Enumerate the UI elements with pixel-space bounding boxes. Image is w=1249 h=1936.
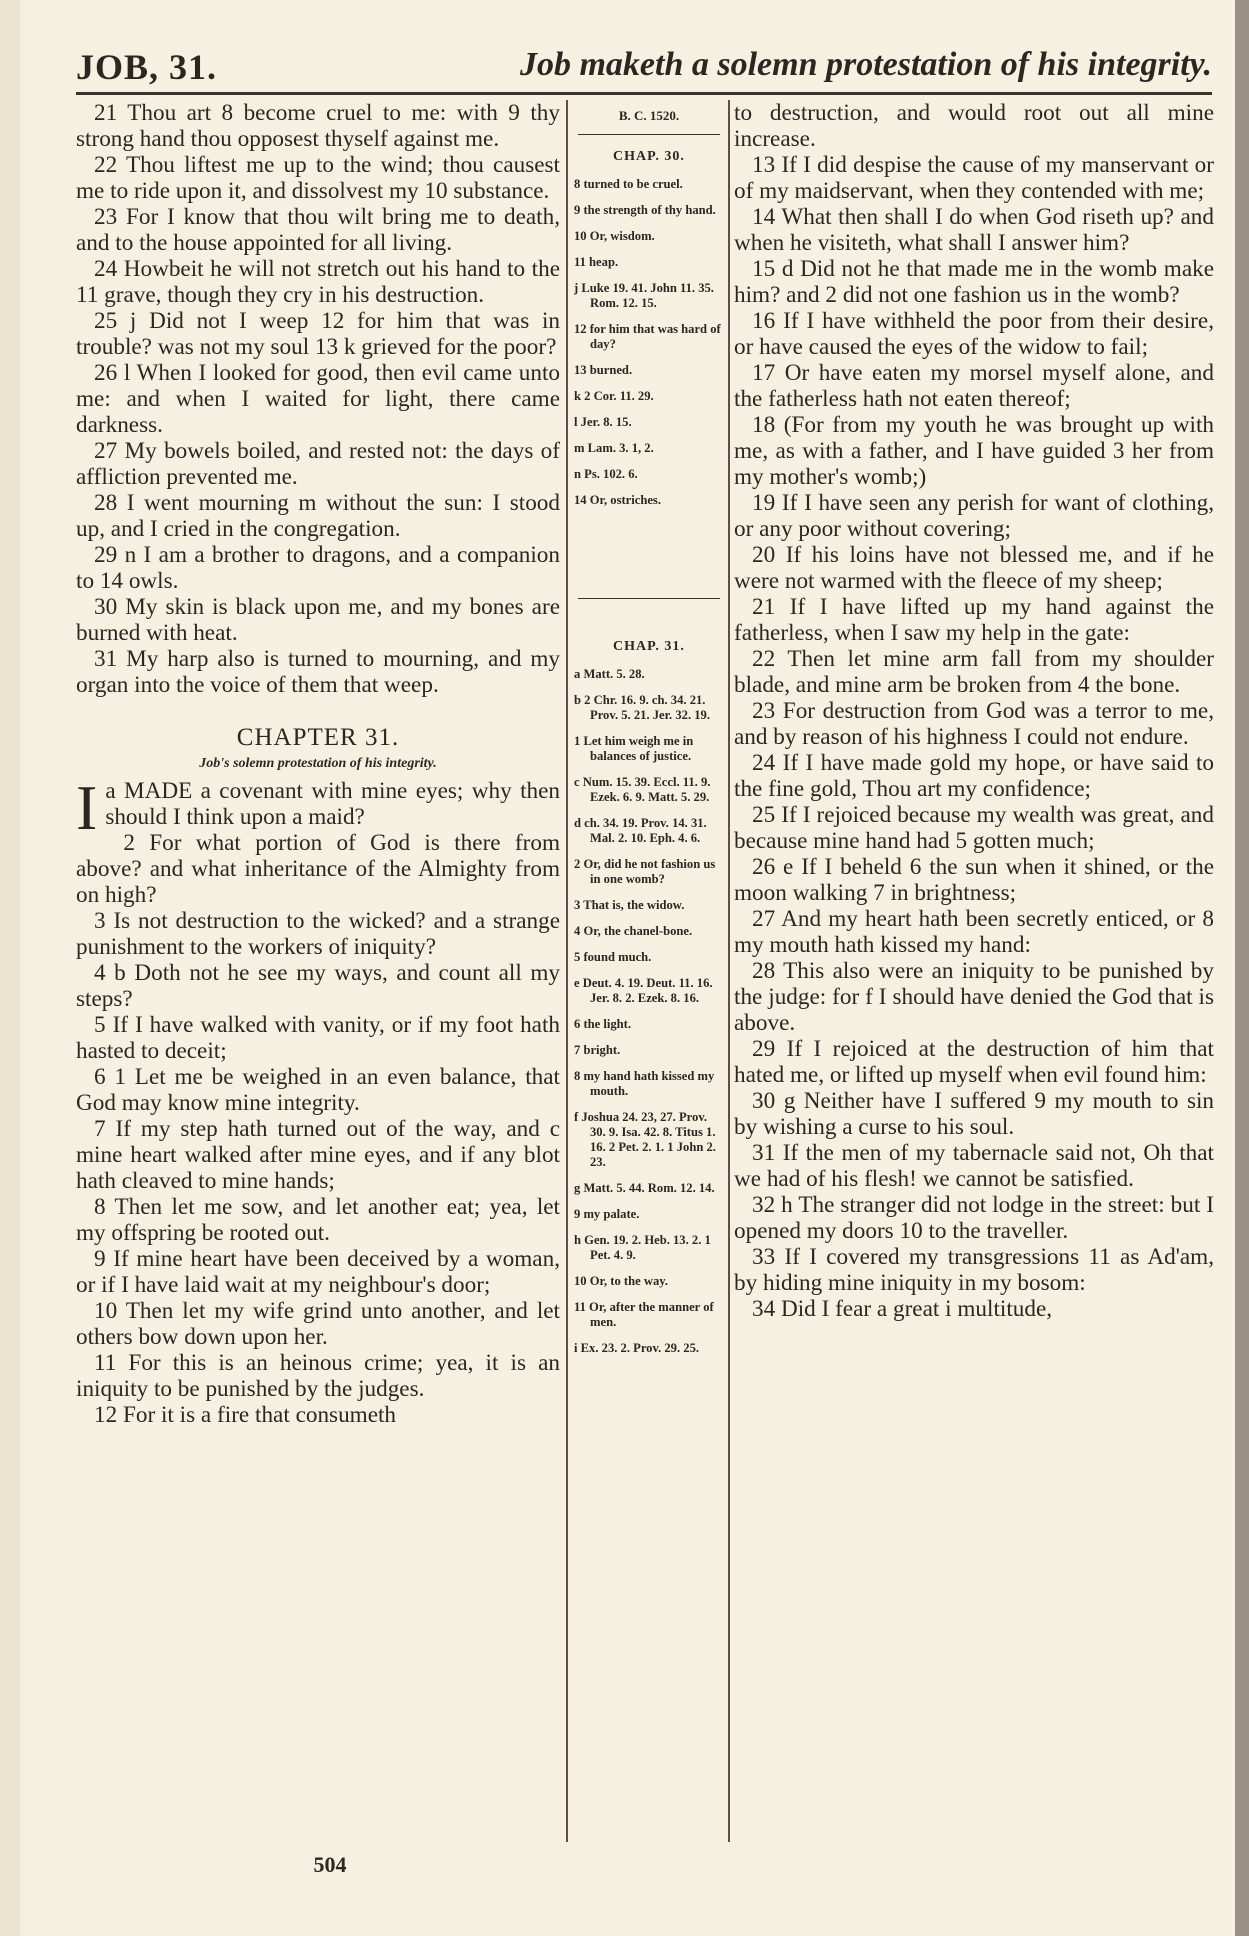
chapter-title: CHAPTER 31. [236, 724, 400, 751]
verse: 11 For this is an heinous crime; yea, it is an iniquity to be punished by the judges. [76, 1350, 560, 1402]
verse: 27 And my heart hath been secretly enticed, or 8 my mouth hath kissed my hand: [734, 906, 1214, 958]
reference-note: 9 my palate. [574, 1207, 640, 1221]
reference-note: m Lam. 3. 1, 2. [574, 441, 654, 455]
verse-1-text: a MADE a covenant with mine eyes; why then should I think upon a maid? [105, 778, 560, 830]
verse: 19 If I have seen any perish for want of clothing, or any poor without covering; [734, 490, 1214, 542]
verse: 13 If I did despise the cause of my manservant or of my maidservant, when they contended with me; [734, 152, 1214, 204]
verse: 5 If I have walked with vanity, or if my foot hath hasted to deceit; [76, 1012, 560, 1064]
verse: 33 If I covered my transgressions 11 as Ad'am, by hiding mine iniquity in my bosom: [734, 1244, 1214, 1296]
reference-rule [578, 134, 720, 135]
reference-note: 12 for him that was hard of day? [574, 322, 721, 351]
reference-note: 1 Let him weigh me in balances of justice. [574, 734, 694, 763]
header-rule [76, 92, 1212, 95]
verse: 22 Then let mine arm fall from my shoulder blade, and mine arm be broken from 4 the bone. [734, 646, 1214, 698]
reference-note: 4 Or, the chanel-bone. [574, 924, 693, 938]
reference-note: 8 my hand hath kissed my mouth. [574, 1069, 715, 1098]
verse: 25 If I rejoiced because my wealth was great, and because mine hand had 5 gotten much; [734, 802, 1214, 854]
reference-note: k 2 Cor. 11. 29. [574, 389, 654, 403]
reference-note: 8 turned to be cruel. [574, 177, 683, 191]
verse: 23 For destruction from God was a terror to me, and by reason of his highness I could not endure. [734, 698, 1214, 750]
verse: 23 For I know that thou wilt bring me to death, and to the house appointed for all living. [76, 204, 560, 256]
verse: 24 Howbeit he will not stretch out his hand to the 11 grave, though they cry in his destruction. [76, 256, 560, 308]
verse: 3 Is not destruction to the wicked? and a strange punishment to the workers of iniquity? [76, 908, 560, 960]
verse-continuation: to destruction, and would root out all mine increase. [734, 100, 1214, 152]
column-divider-left [566, 100, 568, 1842]
verse: 4 b Doth not he see my ways, and count all my steps? [76, 960, 560, 1012]
reference-note: 7 bright. [574, 1043, 621, 1057]
book-chapter-heading: JOB, 31. [76, 47, 218, 87]
page-right-edge [1235, 0, 1249, 1936]
chapter-30-label: CHAP. 30. [613, 149, 685, 164]
verse: 31 My harp also is turned to mourning, and my organ into the voice of them that weep. [76, 646, 560, 698]
reference-note: 2 Or, did he not fashion us in one womb? [574, 857, 716, 886]
reference-note: d ch. 34. 19. Prov. 14. 31. Mal. 2. 10. Eph. 4. 6. [574, 816, 707, 845]
page-number: 504 [313, 1852, 347, 1877]
reference-note: h Gen. 19. 2. Heb. 13. 2. 1 Pet. 4. 9. [574, 1233, 711, 1262]
reference-note: 14 Or, ostriches. [574, 493, 661, 507]
verse: 14 What then shall I do when God riseth up? and when he visiteth, what shall I answer him? [734, 204, 1214, 256]
page-summary-heading: Job maketh a solemn protestation of his integrity. [519, 46, 1212, 83]
reference-note: a Matt. 5. 28. [574, 667, 645, 681]
column-divider-right [728, 100, 730, 1842]
reference-column [574, 100, 724, 1841]
reference-note: 3 That is, the widow. [574, 898, 685, 912]
page-left-edge [0, 0, 20, 1936]
reference-note: 5 found much. [574, 950, 652, 964]
reference-note: f Joshua 24. 23, 27. Prov. 30. 9. Isa. 42. 8. Titus 1. 16. 2 Pet. 2. 1. 1 John 2. 23. [574, 1110, 716, 1169]
verse-1 [76, 772, 560, 843]
reference-note: e Deut. 4. 19. Deut. 11. 16. Jer. 8. 2. Ezek. 8. 16. [574, 976, 713, 1005]
reference-note: 9 the strength of thy hand. [574, 203, 716, 217]
reference-note: g Matt. 5. 44. Rom. 12. 14. [574, 1181, 715, 1195]
reference-note: 11 Or, after the manner of men. [574, 1300, 714, 1329]
verse: 21 Thou art 8 become cruel to me: with 9 thy strong hand thou opposest thyself against me. [76, 100, 560, 152]
verse: 25 j Did not I weep 12 for him that was in trouble? was not my soul 13 k grieved for the poor? [76, 308, 560, 360]
verse: 8 Then let me sow, and let another eat; yea, let my offspring be rooted out. [76, 1194, 560, 1246]
reference-note: 10 Or, wisdom. [574, 229, 655, 243]
reference-note: n Ps. 102. 6. [574, 467, 638, 481]
reference-note: 13 burned. [574, 363, 633, 377]
verse: 26 e If I beheld 6 the sun when it shined, or the moon walking 7 in brightness; [734, 854, 1214, 906]
running-header [76, 46, 1212, 92]
reference-note: i Ex. 23. 2. Prov. 29. 25. [574, 1341, 700, 1355]
verse: 10 Then let my wife grind unto another, and let others bow down upon her. [76, 1298, 560, 1350]
verse: 29 If I rejoiced at the destruction of him that hated me, or lifted up myself when evil found him: [734, 1036, 1214, 1088]
chapter-31-label: CHAP. 31. [613, 639, 685, 654]
verse: 24 If I have made gold my hope, or have said to the fine gold, Thou art my confidence; [734, 750, 1214, 802]
verse: 2 For what portion of God is there from above? and what inheritance of the Almighty from on high? [76, 830, 560, 908]
reference-note: 11 heap. [574, 255, 619, 269]
reference-note: 10 Or, to the way. [574, 1274, 668, 1288]
verse: 20 If his loins have not blessed me, and if he were not warmed with the fleece of my sheep; [734, 542, 1214, 594]
verse: 32 h The stranger did not lodge in the street: but I opened my doors 10 to the traveller. [734, 1192, 1214, 1244]
reference-rule [578, 598, 720, 599]
verse: 29 n I am a brother to dragons, and a companion to 14 owls. [76, 542, 560, 594]
verse: 30 g Neither have I suffered 9 my mouth to sin by wishing a curse to his soul. [734, 1088, 1214, 1140]
verse: 18 (For from my youth he was brought up with me, as with a father, and I have guided 3 her from my mother's womb;) [734, 412, 1214, 490]
verse: 12 For it is a fire that consumeth [94, 1402, 397, 1428]
verse: 34 Did I fear a great i multitude, [752, 1296, 1053, 1322]
right-text-column [734, 100, 1214, 1841]
verse: 28 I went mourning m without the sun: I stood up, and I cried in the congregation. [76, 490, 560, 542]
verse: 27 My bowels boiled, and rested not: the days of affliction prevented me. [76, 438, 560, 490]
verse: 28 This also were an iniquity to be punished by the judge: for f I should have denied the God that is above. [734, 958, 1214, 1036]
drop-cap: I [76, 772, 98, 843]
verse: 22 Thou liftest me up to the wind; thou causest me to ride upon it, and dissolvest my 10 substance. [76, 152, 560, 204]
verse: 9 If mine heart have been deceived by a woman, or if I have laid wait at my neighbour's door; [76, 1246, 560, 1298]
reference-note: b 2 Chr. 16. 9. ch. 34. 21. Prov. 5. 21. Jer. 32. 19. [574, 693, 710, 722]
verse: 17 Or have eaten my morsel myself alone, and the fatherless hath not eaten thereof; [734, 360, 1214, 412]
reference-note: l Jer. 8. 15. [574, 415, 632, 429]
verse: 30 My skin is black upon me, and my bones are burned with heat. [76, 594, 560, 646]
verse: 21 If I have lifted up my hand against the fatherless, when I saw my help in the gate: [734, 594, 1214, 646]
chapter-summary: Job's solemn protestation of his integrity. [199, 756, 437, 771]
reference-note: 6 the light. [574, 1017, 632, 1031]
reference-note: j Luke 19. 41. John 11. 35. Rom. 12. 15. [574, 281, 714, 310]
verse: 7 If my step hath turned out of the way, and c mine heart walked after mine eyes, and if any blot hath cleaved to mine hands; [76, 1116, 560, 1194]
verse: 15 d Did not he that made me in the womb make him? and 2 did not one fashion us in the womb? [734, 256, 1214, 308]
left-text-column [76, 100, 560, 1841]
verse: 31 If the men of my tabernacle said not, Oh that we had of his flesh! we cannot be satisfied. [734, 1140, 1214, 1192]
verse: 6 1 Let me be weighed in an even balance, that God may know mine integrity. [76, 1064, 560, 1116]
verse: 26 l When I looked for good, then evil came unto me: and when I waited for light, there came darkness. [76, 360, 560, 438]
verse: 16 If I have withheld the poor from their desire, or have caused the eyes of the widow to fail; [734, 308, 1214, 360]
reference-note: c Num. 15. 39. Eccl. 11. 9. Ezek. 6. 9. Matt. 5. 29. [574, 775, 711, 804]
date-note: B. C. 1520. [618, 108, 680, 123]
